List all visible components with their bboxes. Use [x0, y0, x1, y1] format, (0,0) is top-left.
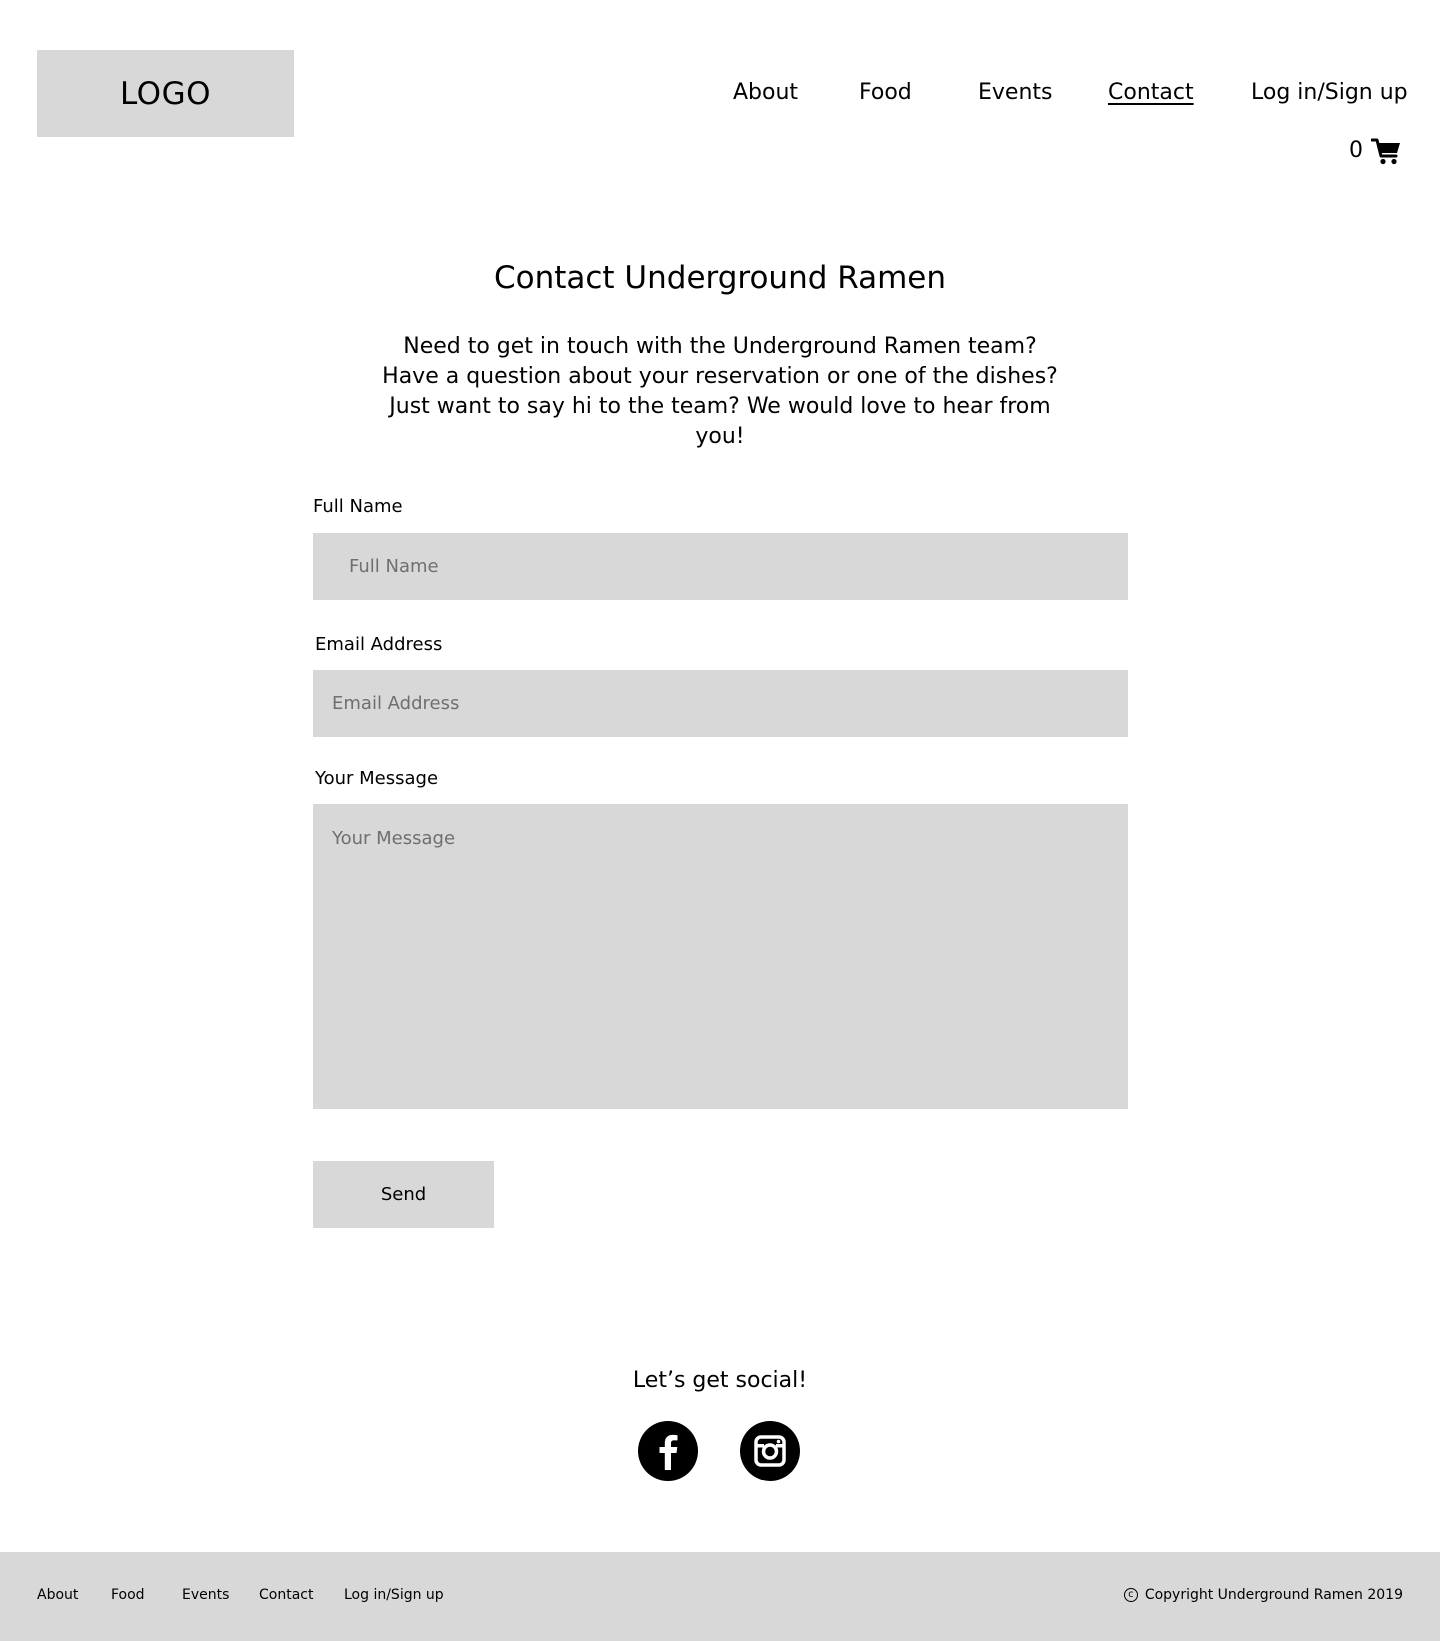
nav-food[interactable]: Food: [859, 80, 912, 105]
full-name-input[interactable]: [313, 533, 1128, 600]
email-input[interactable]: [313, 670, 1128, 737]
email-label: Email Address: [315, 634, 443, 655]
facebook-icon: [638, 1421, 698, 1481]
message-label: Your Message: [315, 768, 439, 789]
copyright: [1124, 1585, 1403, 1605]
footer-nav-contact[interactable]: Contact: [259, 1587, 314, 1603]
site-footer: [0, 1552, 1440, 1641]
nav-about[interactable]: About: [733, 80, 799, 105]
logo[interactable]: LOGO: [37, 50, 294, 137]
shopping-cart-icon: [1371, 137, 1401, 165]
facebook-link[interactable]: [638, 1421, 698, 1481]
social-heading: Let’s get social!: [632, 1368, 808, 1393]
full-name-label: Full Name: [313, 496, 403, 517]
nav-events[interactable]: Events: [978, 80, 1053, 105]
page-title: Contact Underground Ramen: [493, 260, 947, 296]
copyright-icon: c: [1124, 1588, 1138, 1602]
intro-text: Need to get in touch with the Underground Ramen team? Have a question about your reservation or one of the dishes? Just want to say hi to the team? We would love to hear from you!: [382, 334, 1058, 449]
footer-nav-food[interactable]: Food: [111, 1587, 145, 1603]
send-button[interactable]: Send: [313, 1161, 494, 1228]
footer-nav-about[interactable]: About: [37, 1587, 79, 1603]
nav-contact[interactable]: Contact: [1108, 80, 1194, 105]
message-textarea[interactable]: [313, 804, 1128, 1109]
copyright-text: Copyright Underground Ramen 2019: [1144, 1587, 1403, 1603]
nav-login-signup[interactable]: Log in/Sign up: [1251, 80, 1408, 105]
cart-count: 0: [1349, 138, 1363, 163]
instagram-icon: [740, 1421, 800, 1481]
footer-nav-login-signup[interactable]: Log in/Sign up: [344, 1587, 444, 1603]
cart-button[interactable]: [1349, 136, 1401, 166]
footer-nav-events[interactable]: Events: [182, 1587, 230, 1603]
instagram-link[interactable]: [740, 1421, 800, 1481]
